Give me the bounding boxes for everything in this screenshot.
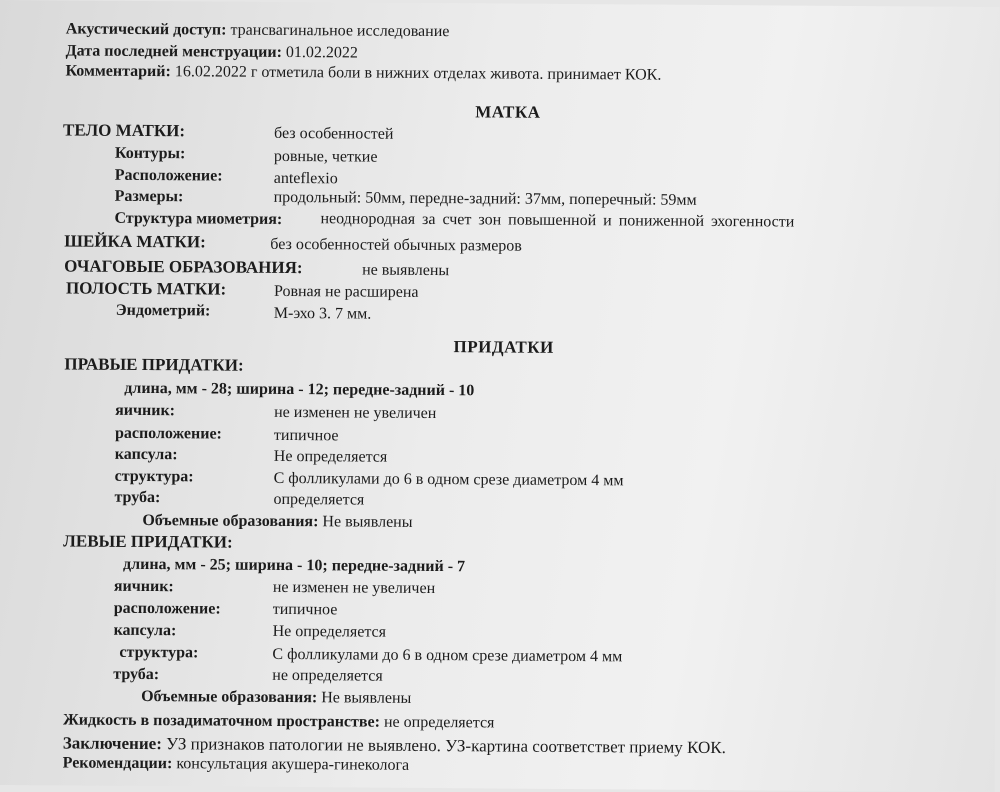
right-tube-value: определяется bbox=[273, 490, 365, 509]
cavity-value: Ровная не расширена bbox=[273, 282, 419, 301]
right-structure-label: структура: bbox=[114, 467, 194, 486]
recommend-value: консультация акушера-гинеколога bbox=[176, 755, 410, 774]
sizes-label: Размеры: bbox=[114, 187, 184, 206]
focal-value: не выявлены bbox=[362, 261, 450, 280]
comment-line bbox=[65, 61, 661, 85]
right-tube-label: труба: bbox=[114, 488, 161, 507]
right-masses-label: Объемные образования: bbox=[142, 512, 319, 531]
right-capsule-value: Не определяется bbox=[273, 447, 388, 466]
cavity-label: ПОЛОСТЬ МАТКИ: bbox=[65, 278, 227, 299]
left-adnexa-title: ЛЕВЫЕ ПРИДАТКИ: bbox=[63, 531, 233, 552]
access-line bbox=[66, 19, 450, 42]
conclusion-value: УЗ признаков патологии не выявлено. УЗ-картина соответствет приему КОК. bbox=[166, 734, 726, 758]
lmp-value: 01.02.2022 bbox=[285, 43, 359, 62]
left-capsule-label: капсула: bbox=[113, 621, 177, 640]
left-tube-label: труба: bbox=[113, 665, 160, 684]
left-structure-value: С фолликулами до 6 в одном срезе диаметром 4 мм bbox=[272, 645, 623, 666]
left-ovary-label: яичник: bbox=[113, 577, 174, 596]
myometrium-label: Структура миометрия: bbox=[114, 209, 283, 228]
left-adnexa-dims: длина, мм - 25; ширина - 10; передне-задний - 7 bbox=[123, 555, 466, 576]
right-adnexa-dims: длина, мм - 28; ширина - 12; передне-задний - 10 bbox=[124, 379, 475, 400]
recommend-label: Рекомендации: bbox=[62, 754, 173, 773]
uterus-title: МАТКА bbox=[475, 102, 541, 122]
adnexa-title: ПРИДАТКИ bbox=[453, 337, 554, 357]
left-capsule-value: Не определяется bbox=[272, 622, 387, 641]
lmp-label: Дата последней менструации: bbox=[65, 42, 283, 61]
comment-label: Комментарий: bbox=[65, 62, 171, 81]
right-ovary-value: не изменен не увеличен bbox=[274, 403, 437, 423]
fluid-value: не определяется bbox=[383, 713, 495, 732]
uterus-body-label: ТЕЛО МАТКИ: bbox=[63, 120, 186, 141]
left-position-value: типичное bbox=[272, 600, 338, 619]
right-adnexa-title: ПРАВЫЕ ПРИДАТКИ: bbox=[64, 354, 244, 375]
right-structure-value: С фолликулами до 6 в одном срезе диаметром 4 мм bbox=[273, 469, 624, 490]
uterus-body-value: без особенностей bbox=[274, 124, 394, 143]
contours-label: Контуры: bbox=[114, 144, 186, 163]
sizes-value: продольный: 50мм, передне-задний: 37мм, поперечный: 59мм bbox=[273, 188, 697, 209]
cervix-label: ШЕЙКА МАТКИ: bbox=[64, 231, 206, 252]
fluid-line bbox=[63, 710, 495, 733]
fluid-label: Жидкость в позадиматочном пространстве: bbox=[62, 711, 381, 731]
endometrium-value: М-эхо 3. 7 мм. bbox=[273, 304, 372, 323]
left-masses-line bbox=[141, 687, 411, 709]
focal-label: ОЧАГОВЫЕ ОБРАЗОВАНИЯ: bbox=[64, 256, 303, 278]
right-masses-value: Не выявлены bbox=[322, 513, 413, 531]
right-position-value: типичное bbox=[273, 426, 339, 445]
left-structure-label: структура: bbox=[119, 643, 199, 662]
contours-value: ровные, четкие bbox=[273, 147, 378, 166]
left-masses-label: Объемные образования: bbox=[141, 688, 318, 707]
access-value: трансвагинальное исследование bbox=[230, 21, 450, 41]
right-masses-line bbox=[142, 511, 412, 533]
left-ovary-value: не изменен не увеличен bbox=[272, 578, 436, 598]
comment-value: 16.02.2022 г отметила боли в нижних отделах живота. принимает КОК. bbox=[174, 63, 662, 84]
left-position-label: расположение: bbox=[113, 599, 221, 618]
right-position-label: расположение: bbox=[114, 424, 222, 443]
conclusion-label: Заключение: bbox=[62, 733, 162, 754]
position-value: anteflexio bbox=[273, 169, 338, 188]
recommend-line bbox=[63, 753, 410, 775]
myometrium-value: неоднородная за счет зон повышенной и пониженной эхогенности bbox=[320, 210, 795, 231]
access-label: Акустический доступ: bbox=[65, 20, 227, 39]
lmp-line bbox=[66, 41, 358, 63]
cervix-value: без особенностей обычных размеров bbox=[270, 235, 522, 255]
right-capsule-label: капсула: bbox=[114, 445, 178, 464]
left-masses-value: Не выявлены bbox=[321, 689, 412, 707]
endometrium-label: Эндометрий: bbox=[115, 301, 211, 320]
right-ovary-label: яичник: bbox=[115, 401, 176, 420]
position-label: Расположение: bbox=[114, 166, 223, 185]
left-tube-value: не определяется bbox=[272, 666, 383, 685]
